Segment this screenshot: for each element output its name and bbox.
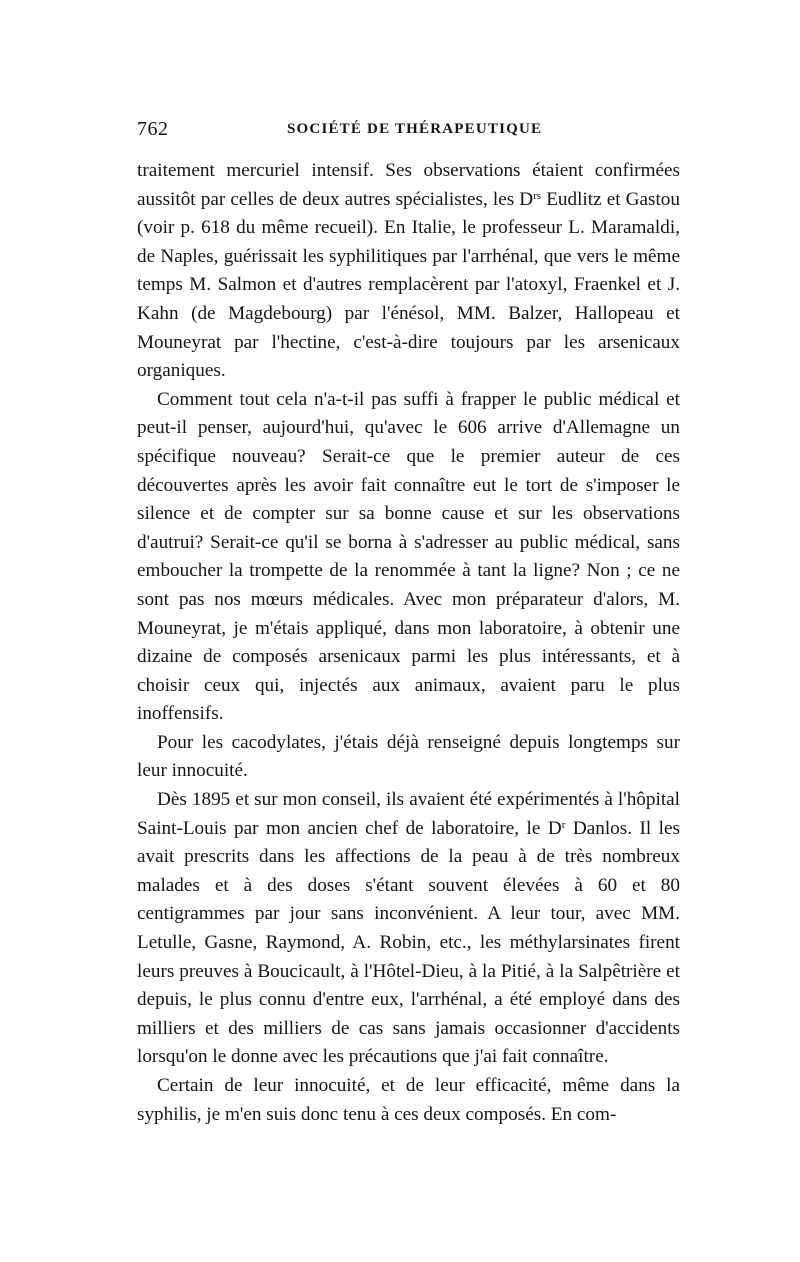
paragraph-2: Comment tout cela n'a-t-il pas suffi à frapper le public médical et peut-il penser, aujourd'hui, qu'avec le 606 arrive d'Allemagne un spécifique nouveau? Serait-ce que le premier auteur de ces découvertes après les avoir fait connaître eut le tort de s'imposer le silence et de compter sur sa bonne cause et sur les observations d'autrui? Serait-ce qu'il se borna à s'adresser au public médical, sans emboucher la trompette de la renommée à tant la ligne? Non ; ce ne sont pas nos mœurs médicales. Avec mon préparateur d'alors, M. Mouneyrat, je m'étais appliqué, dans mon laboratoire, à obtenir une dizaine de composés arsenicaux parmi les plus intéressants, et à choisir ceux qui, injectés aux animaux, avaient paru le plus inoffensifs. (137, 388, 680, 725)
paragraph-5: Certain de leur innocuité, et de leur efficacité, même dans la syphilis, je m'en suis donc tenu à ces deux composés. En com- (137, 1075, 680, 1125)
body-text (137, 157, 680, 1129)
paragraph-4-text-b: Danlos. Il les avait prescrits dans les affections de la peau à de très nombreux malades et à des doses s'étant souvent élevées à 60 et 80 centigrammes par jour sans inconvénient. A leur tour, avec MM. Letulle, Gasne, Raymond, A. Robin, etc., les méthylarsinates firent leurs preuves à Boucicault, à l'Hôtel-Dieu, à la Pitié, à la Salpêtrière et depuis, le plus connu d'entre eux, l'arrhénal, a été employé dans des milliers et des milliers de cas sans jamais occasionner d'accidents lorsqu'on le donne avec les précautions que j'ai fait connaître. (137, 817, 680, 1068)
paragraph-1-text-b: Eudlitz et Gastou (voir p. 618 du même recueil). En Italie, le professeur L. Maramaldi, de Naples, guérissait les syphilitiques par l'arrhénal, que vers le même temps M. Salmon et d'autres remplacèrent par l'atoxyl, Fraenkel et J. Kahn (de Magdebourg) par l'énésol, MM. Balzer, Hallopeau et Mouneyrat par l'hectine, c'est-à-dire toujours par les arsenicaux organiques. (137, 188, 680, 382)
paragraph-4-text-a: Dès 1895 et sur mon conseil, ils avaient été expérimentés à l'hôpital Saint-Louis par mon ancien chef de laboratoire, le D (137, 789, 680, 839)
paragraph-1 (137, 157, 680, 386)
page-number: 762 (137, 118, 169, 140)
doctors-abbreviation-sup: rs (533, 189, 542, 202)
paragraph-3: Pour les cacodylates, j'étais déjà renseigné depuis longtemps sur leur innocuité. (137, 731, 680, 782)
doctor-abbreviation-sup: r (561, 818, 566, 831)
page-header (137, 118, 680, 142)
paragraph-4 (137, 786, 680, 1072)
running-head: SOCIÉTÉ DE THÉRAPEUTIQUE (287, 121, 543, 137)
paragraph-1-text-a: traitement mercuriel intensif. Ses observations étaient confirmées aussitôt par celles de deux autres spécialistes, les D (137, 160, 680, 210)
